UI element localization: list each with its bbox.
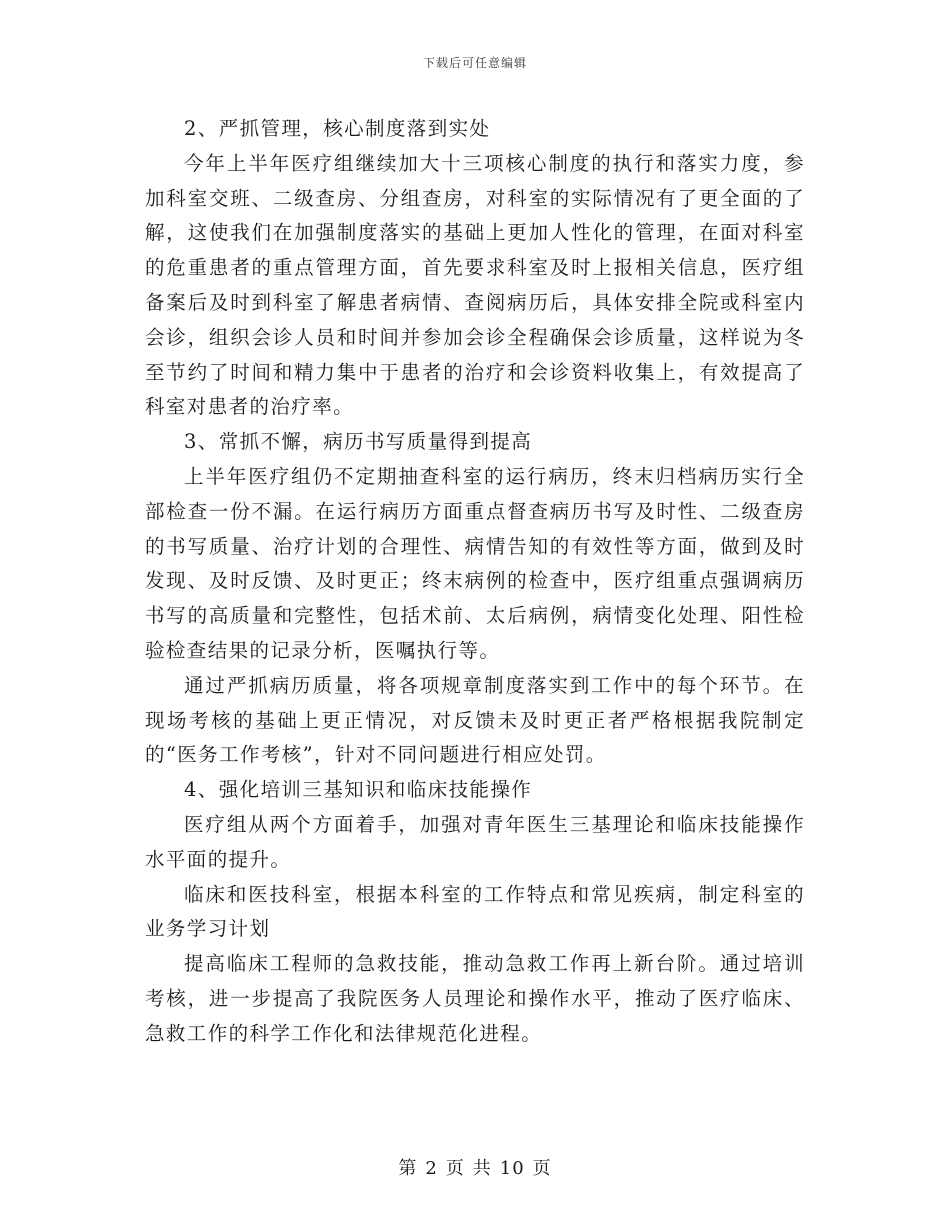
- document-body: [145, 112, 805, 1052]
- section-heading-medical-records: 3、常抓不懈，病历书写质量得到提高: [184, 430, 533, 454]
- paragraph-study-plan: 临床和医技科室，根据本科室的工作特点和常见疾病，制定科室的业务学习计划: [145, 882, 805, 941]
- paragraph-emergency-skills: 提高临床工程师的急救技能，推动急救工作再上新台阶。通过培训考核，进一步提高了我院医务人员理论和操作水平，推动了医疗临床、急救工作的科学工作化和法律规范化进程。: [145, 952, 805, 1045]
- footer-suffix: 页: [532, 1158, 552, 1179]
- footer-total-word: 共: [472, 1158, 492, 1179]
- page-header: 下载后可任意编辑: [422, 56, 527, 70]
- paragraph-core-systems: 今年上半年医疗组继续加大十三项核心制度的执行和落实力度，参加科室交班、二级查房、分组查房，对科室的实际情况有了更全面的了解，这使我们在加强制度落实的基础上更加人性化的管理，在面对科室的危重患者的重点管理方面，首先要求科室及时上报相关信息，医疗组备案后及时到科室了解患者病情、查阅病历后，具体安排全院或科室内会诊，组织会诊人员和时间并参加会诊全程确保会诊质量，这样说为冬至节约了时间和精力集中于患者的治疗和会诊资料收集上，有效提高了科室对患者的治疗率。: [145, 151, 805, 419]
- footer-page-word: 页: [445, 1158, 465, 1179]
- section-heading-management: 2、严抓管理，核心制度落到实处: [184, 117, 491, 140]
- page-footer: [0, 1154, 950, 1180]
- paragraph-record-checks: 上半年医疗组仍不定期抽查科室的运行病历，终末归档病历实行全部检查一份不漏。在运行病历方面重点督查病历书写及时性、二级查房的书写质量、治疗计划的合理性、病情告知的有效性等方面，做到及时发现、及时反馈、及时更正；终末病例的检查中，医疗组重点强调病历书写的高质量和完整性，包括术前、太后病例，病情变化处理、阳性检验检查结果的记录分析，医嘱执行等。: [145, 464, 805, 662]
- paragraph-record-quality: 通过严抓病历质量，将各项规章制度落实到工作中的每个环节。在现场考核的基础上更正情况，对反馈未及时更正者严格根据我院制定的“医务工作考核”，针对不同问题进行相应处罚。: [145, 673, 805, 767]
- section-heading-training: 4、强化培训三基知识和临床技能操作: [184, 778, 533, 802]
- footer-prefix: 第: [398, 1158, 418, 1179]
- page-number: 2: [425, 1158, 438, 1179]
- paragraph-training-approach: 医疗组从两个方面着手，加强对青年医生三基理论和临床技能操作水平面的提升。: [145, 812, 805, 871]
- total-pages: 10: [499, 1158, 525, 1179]
